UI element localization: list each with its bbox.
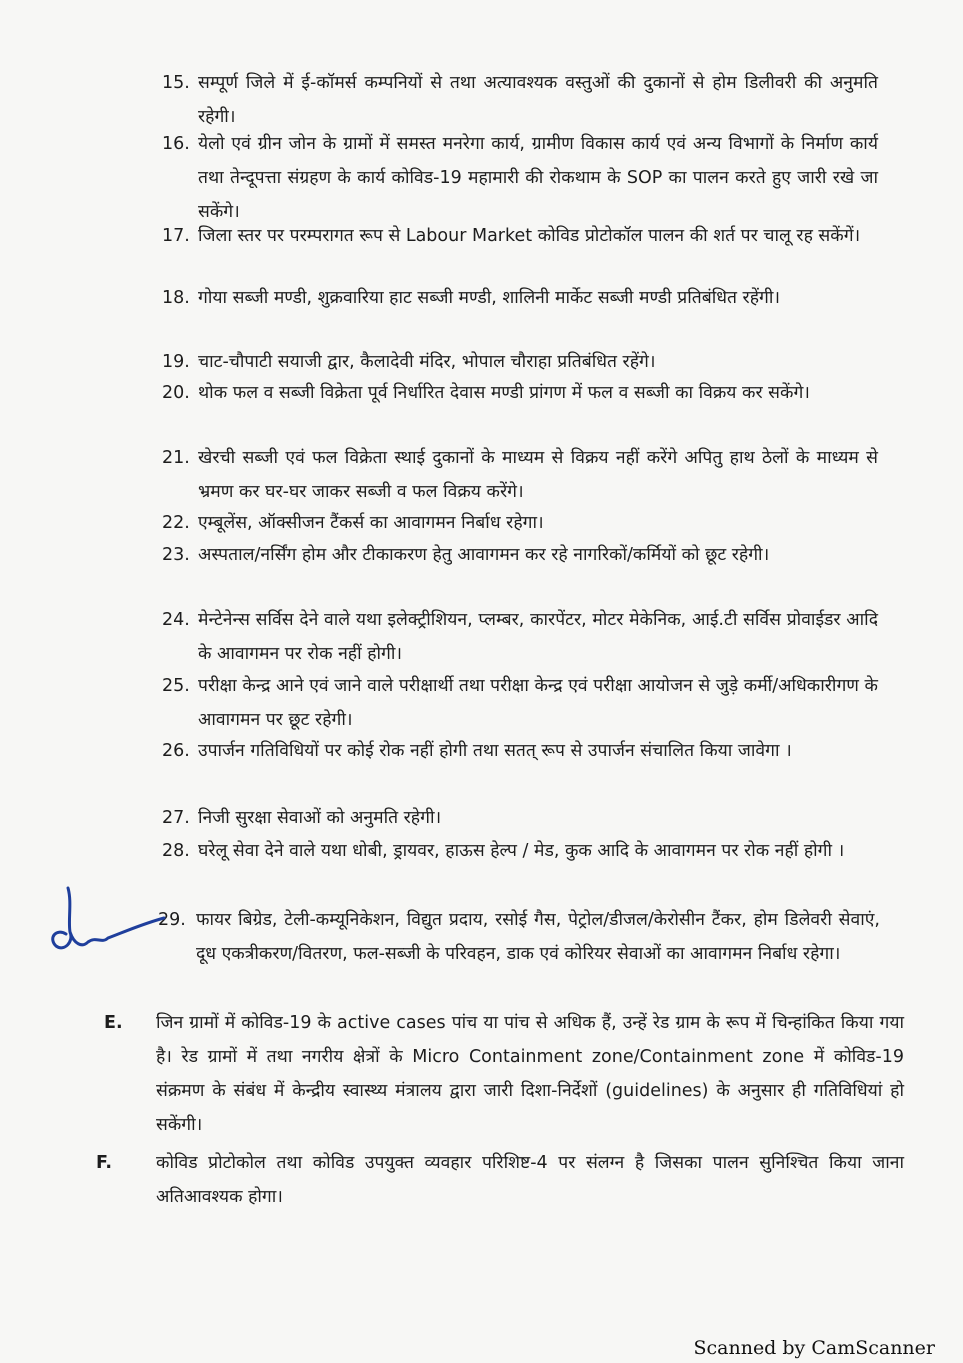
item-number: 26.: [162, 741, 190, 761]
item-text: गोया सब्जी मण्डी, शुक्रवारिया हाट सब्जी मण्डी, शालिनी मार्केट सब्जी मण्डी प्रतिबंधित रहेंगी।: [198, 288, 780, 308]
item-number: 23.: [162, 545, 190, 565]
list-item: [162, 441, 880, 509]
item-text: निजी सुरक्षा सेवाओं को अनुमति रहेगी।: [198, 808, 442, 828]
list-item: [162, 345, 880, 379]
item-number: 27.: [162, 808, 190, 828]
item-text: एम्बूलेंस, ऑक्सीजन टैंकर्स का आवागमन निर्बाध रहेगा।: [198, 513, 544, 533]
list-item: [162, 669, 880, 737]
item-number: 16.: [162, 134, 190, 154]
list-item: [162, 376, 880, 444]
item-number: 22.: [162, 513, 190, 533]
item-number: 18.: [162, 288, 190, 308]
section-label: F.: [96, 1153, 113, 1173]
item-text: मेन्टेनेन्स सर्विस देने वाले यथा इलेक्ट्रीशियन, प्लम्बर, कारपेंटर, मोटर मेकेनिक, आई.टी सर्विस प्रोवाईडर आदि के आवागमन पर रोक नहीं होगी।: [198, 610, 878, 664]
list-item: [158, 903, 880, 1005]
item-number: 17.: [162, 226, 190, 246]
item-number: 19.: [162, 352, 190, 372]
item-text: थोक फल व सब्जी विक्रेता पूर्व निर्धारित देवास मण्डी प्रांगण में फल व सब्जी का विक्रय कर सकेंगे।: [198, 383, 810, 403]
item-number: 28.: [162, 841, 190, 861]
section-e: [104, 1006, 904, 1146]
list-item: [162, 538, 880, 606]
scanner-watermark: Scanned by CamScanner: [693, 1337, 935, 1359]
section-text: कोविड प्रोटोकोल तथा कोविड उपयुक्त व्यवहार परिशिष्ट-4 पर संलग्न है जिसका पालन सुनिश्चित किया जाना अतिआवश्यक होगा।: [156, 1153, 904, 1207]
item-text: खेरची सब्जी एवं फल विक्रेता स्थाई दुकानों के माध्यम से विक्रय नहीं करेंगे अपितु हाथ ठेलों के माध्यम से भ्रमण कर घर-घर जाकर सब्जी व फल विक्रय करेंगे।: [198, 448, 878, 502]
list-item: [162, 506, 880, 540]
list-item: [162, 66, 880, 134]
item-number: 21.: [162, 448, 190, 468]
item-text: परीक्षा केन्द्र आने एवं जाने वाले परीक्षार्थी तथा परीक्षा केन्द्र एवं परीक्षा आयोजन से जुड़े कर्मी/अधिकारीगण के आवागमन पर छूट रहेगी।: [198, 676, 878, 730]
section-label: E.: [104, 1013, 123, 1033]
item-text: उपार्जन गतिविधियों पर कोई रोक नहीं होगी तथा सतत् रूप से उपार्जन संचालित किया जावेगा ।: [198, 741, 792, 761]
item-text: सम्पूर्ण जिले में ई-कॉमर्स कम्पनियों से तथा अत्यावश्यक वस्तुओं की दुकानों से होम डिलीवरी की अनुमति रहेगी।: [198, 73, 878, 127]
list-item: [162, 603, 880, 671]
list-item: [162, 219, 880, 287]
list-item: [162, 127, 880, 229]
list-item: [162, 281, 880, 349]
list-item: [162, 834, 880, 902]
item-number: 24.: [162, 610, 190, 630]
item-text: जिला स्तर पर परम्परागत रूप से Labour Market कोविड प्रोटोकॉल पालन की शर्त पर चालू रह सकेंगें।: [198, 226, 861, 246]
item-number: 15.: [162, 73, 190, 93]
item-text: अस्पताल/नर्सिंग होम और टीकाकरण हेतु आवागमन कर रहे नागरिकों/कर्मियों को छूट रहेगी।: [198, 545, 770, 565]
list-item: [162, 801, 880, 835]
item-text: फायर बिग्रेड, टेली-कम्यूनिकेशन, विद्युत प्रदाय, रसोई गैस, पेट्रोल/डीजल/केरोसीन टैंकर, होम डिलेवरी सेवाएं, दूध एकत्रीकरण/वितरण, फल-सब्जी के परिवहन, डाक एवं कोरियर सेवाओं का आवागमन निर्बाध रहेगा।: [196, 910, 880, 964]
section-f: [96, 1146, 904, 1216]
item-text: चाट-चौपाटी सयाजी द्वार, कैलादेवी मंदिर, भोपाल चौराहा प्रतिबंधित रहेंगे।: [198, 352, 656, 372]
signature: [38, 882, 168, 972]
item-number: 25.: [162, 676, 190, 696]
item-number: 29.: [158, 910, 186, 930]
item-text: घरेलू सेवा देने वाले यथा धोबी, ड्रायवर, हाऊस हेल्प / मेड, कुक आदि के आवागमन पर रोक नहीं होगी ।: [198, 841, 845, 861]
item-number: 20.: [162, 383, 190, 403]
item-text: येलो एवं ग्रीन जोन के ग्रामों में समस्त मनरेगा कार्य, ग्रामीण विकास कार्य एवं अन्य विभागों के निर्माण कार्य तथा तेन्दूपत्ता संग्रहण के कार्य कोविड-19 महामारी की रोकथाम के SOP का पालन करते हुए जारी रखे जा सकेंगे।: [198, 134, 878, 222]
list-item: [162, 734, 880, 802]
section-text: जिन ग्रामों में कोविड-19 के active cases पांच या पांच से अधिक हैं, उन्हें रेड ग्राम के रूप में चिन्हांकित किया गया है। रेड ग्रामों में तथा नगरीय क्षेत्रों के Micro Containment zone/Containment zone में कोविड-19 संक्रमण के संबंध में केन्द्रीय स्वास्थ्य मंत्रालय द्वारा जारी दिशा-निर्देशों (guidelines) के अनुसार ही गतिविधियां हो सकेंगी।: [156, 1013, 904, 1135]
